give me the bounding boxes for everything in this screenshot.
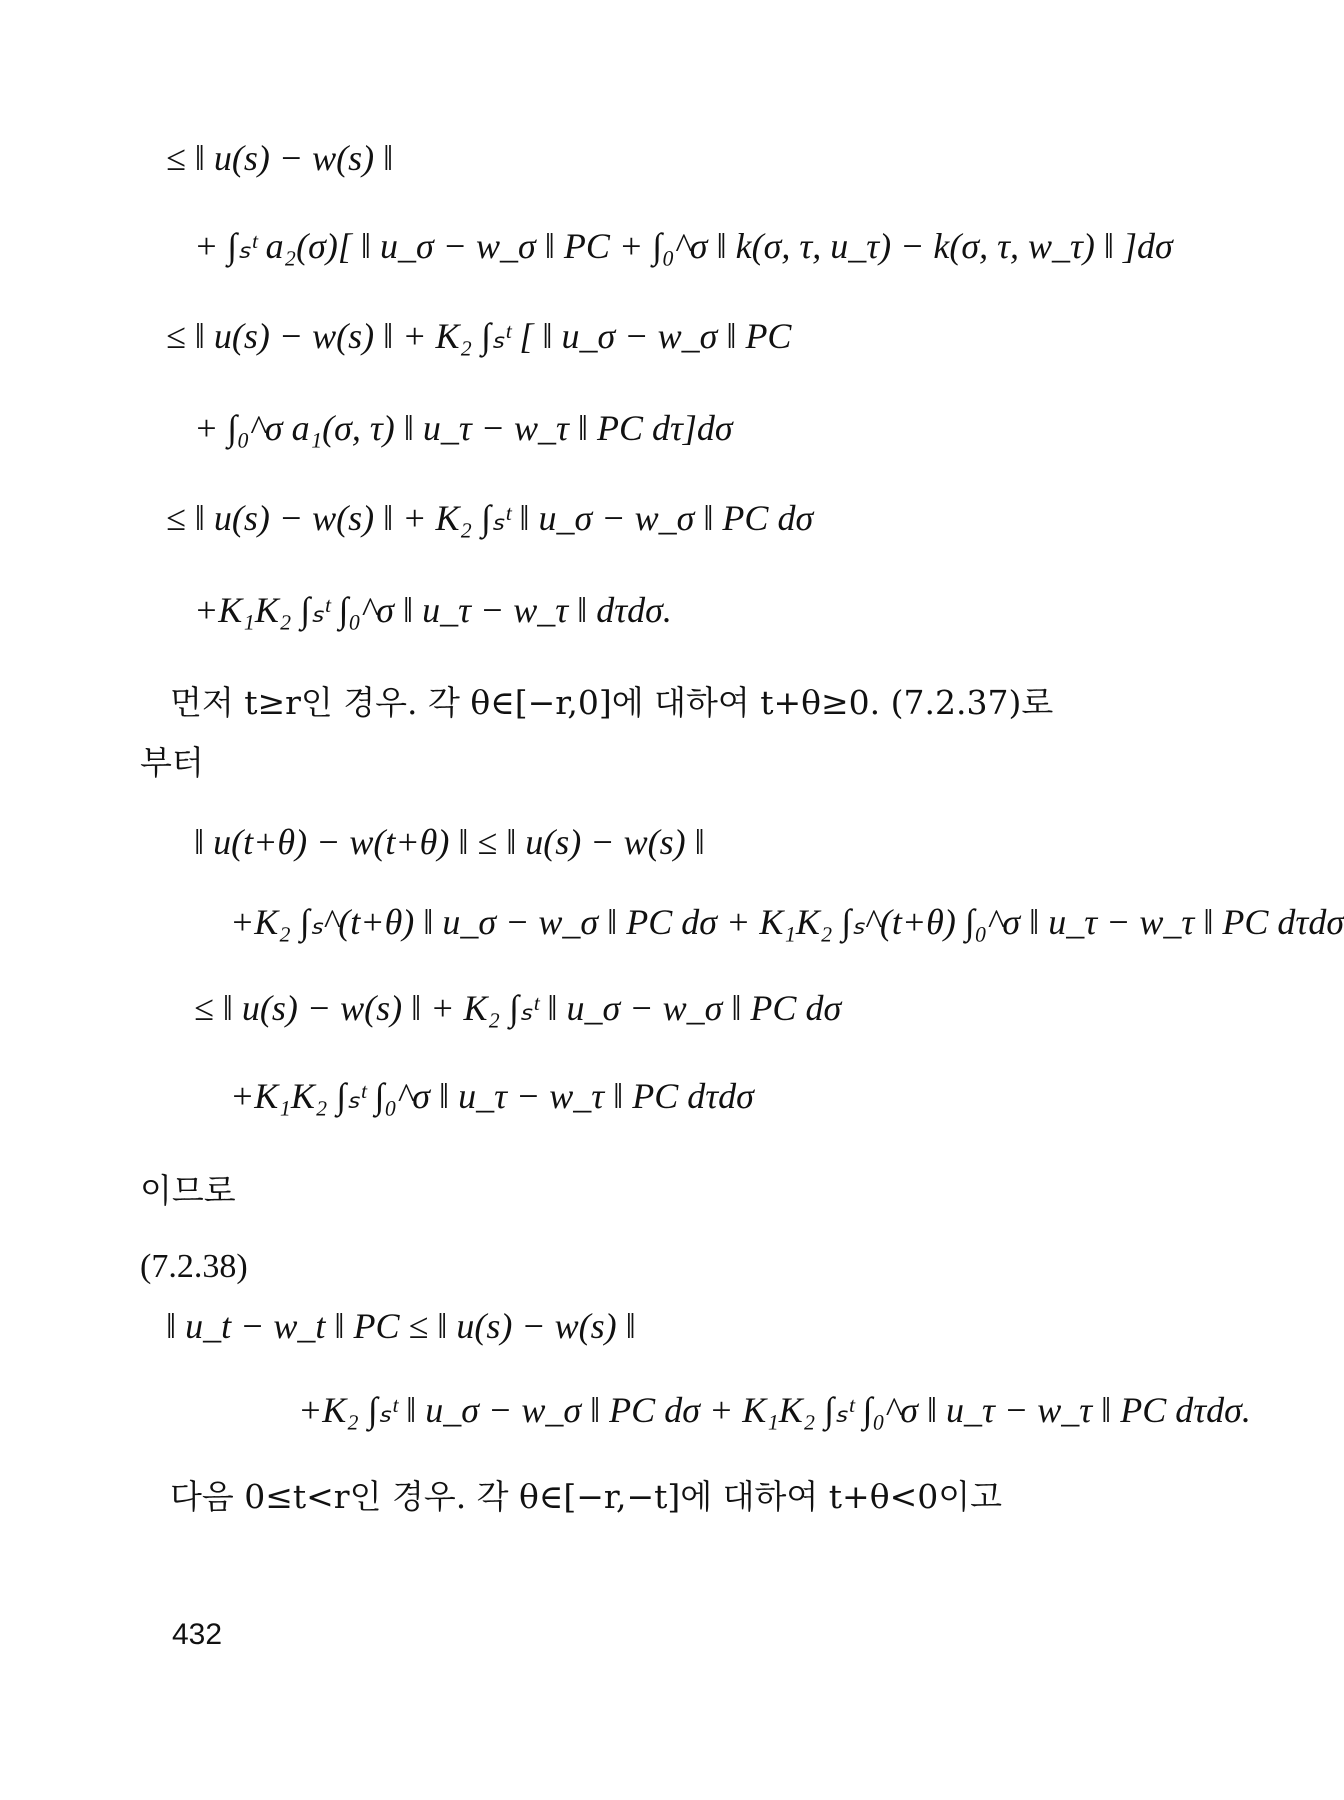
equation-line-7: ‖ u(t+θ) − w(t+θ) ‖ ≤ ‖ u(s) − w(s) ‖	[194, 822, 705, 862]
equation-line-10: +K₁K₂ ∫ₛᵗ ∫₀^σ ‖ u_τ − w_τ ‖ PC dτdσ	[230, 1076, 754, 1116]
equation-line-5: ≤ ‖ u(s) − w(s) ‖ + K₂ ∫ₛᵗ ‖ u_σ − w_σ ‖ PC dσ	[166, 498, 814, 538]
equation-number: (7.2.38)	[140, 1248, 248, 1285]
equation-line-12: +K₂ ∫ₛᵗ ‖ u_σ − w_σ ‖ PC dσ + K₁K₂ ∫ₛᵗ ∫₀^σ ‖ u_τ − w_τ ‖ PC dτdσ.	[298, 1390, 1251, 1430]
equation-line-9: ≤ ‖ u(s) − w(s) ‖ + K₂ ∫ₛᵗ ‖ u_σ − w_σ ‖ PC dσ	[194, 988, 842, 1028]
korean-text-line-1: 먼저 t≥r인 경우. 각 θ∈[−r,0]에 대하여 t+θ≥0. (7.2.37)로	[170, 683, 1054, 722]
equation-line-2: + ∫ₛᵗ a₂(σ)[ ‖ u_σ − w_σ ‖ PC + ∫₀^σ ‖ k(σ, τ, u_τ) − k(σ, τ, w_τ) ‖ ]dσ	[194, 226, 1173, 266]
korean-text-line-2: 부터	[140, 743, 204, 782]
equation-line-4: + ∫₀^σ a₁(σ, τ) ‖ u_τ − w_τ ‖ PC dτ]dσ	[194, 408, 733, 448]
equation-line-6: +K₁K₂ ∫ₛᵗ ∫₀^σ ‖ u_τ − w_τ ‖ dτdσ.	[194, 590, 672, 630]
korean-text-line-4: 다음 0≤t<r인 경우. 각 θ∈[−r,−t]에 대하여 t+θ<0이고	[170, 1477, 1002, 1516]
equation-line-8: +K₂ ∫ₛ^(t+θ) ‖ u_σ − w_σ ‖ PC dσ + K₁K₂ ∫ₛ^(t+θ) ∫₀^σ ‖ u_τ − w_τ ‖ PC dτdσ	[230, 902, 1344, 942]
equation-line-1: ≤ ‖ u(s) − w(s) ‖	[166, 138, 394, 178]
equation-line-11: ‖ u_t − w_t ‖ PC ≤ ‖ u(s) − w(s) ‖	[166, 1306, 636, 1346]
page-number: 432	[172, 1618, 223, 1651]
korean-text-line-3: 이므로	[140, 1171, 236, 1210]
equation-line-3: ≤ ‖ u(s) − w(s) ‖ + K₂ ∫ₛᵗ [ ‖ u_σ − w_σ ‖ PC	[166, 316, 792, 356]
